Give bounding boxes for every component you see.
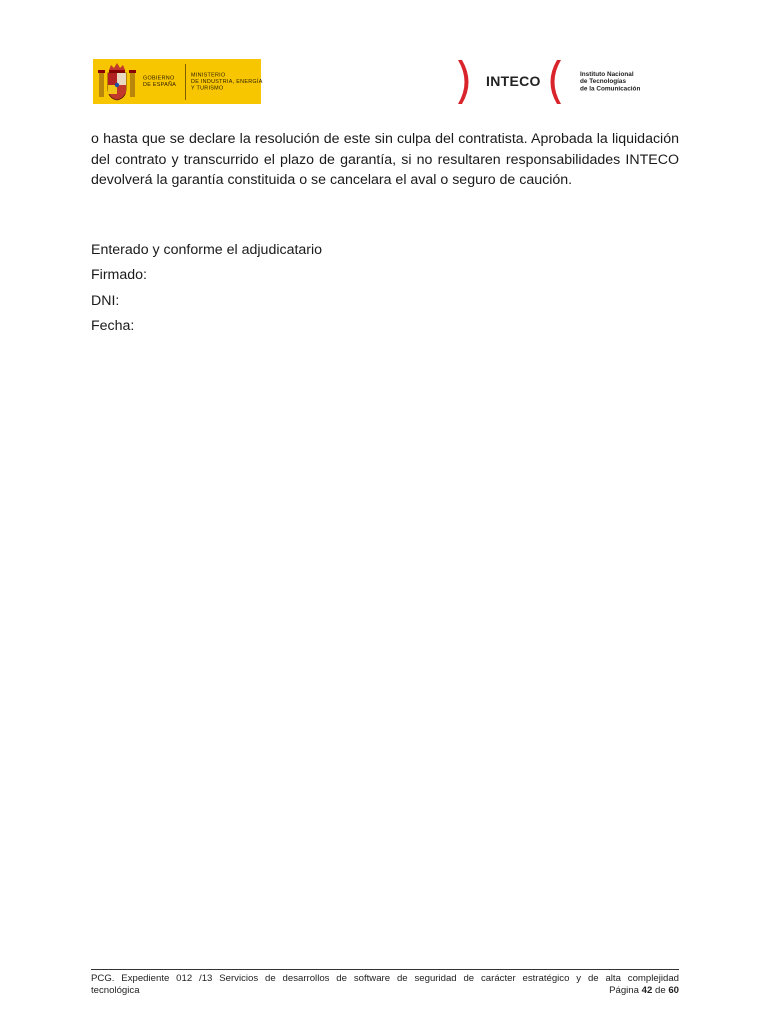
coat-of-arms-icon <box>97 61 137 102</box>
ministry-text <box>191 71 261 93</box>
page-number <box>609 985 679 997</box>
svg-text:Y TURISMO: Y TURISMO <box>191 85 224 91</box>
date-field-label: Fecha: <box>91 318 135 335</box>
inteco-wordmark <box>486 72 542 94</box>
signed-field-label: Firmado: <box>91 267 147 284</box>
svg-text:Instituto Nacional: Instituto Nacional <box>580 71 634 78</box>
footer-description: PCG. Expediente 012 /13 Servicios de desarrollos de software de seguridad de carácter estratégico y de alta complejidad <box>91 973 679 984</box>
footer-description-continued: tecnológica <box>91 985 140 996</box>
gobierno-espana-logo <box>93 59 261 104</box>
acceptance-line: Enterado y conforme el adjudicatario <box>91 242 323 258</box>
svg-text:de Tecnologías: de Tecnologías <box>580 78 627 86</box>
page-footer <box>91 969 679 997</box>
svg-text:de la Comunicación: de la Comunicación <box>580 85 641 93</box>
svg-text:MINISTERIO: MINISTERIO <box>191 72 226 78</box>
svg-text:GOBIERNO: GOBIERNO <box>143 75 175 81</box>
page-current: 42 <box>641 985 653 996</box>
inteco-institution-text <box>580 70 660 96</box>
inteco-logo <box>455 58 655 106</box>
inteco-right-bracket-icon <box>548 58 564 106</box>
dni-field-label: DNI: <box>91 292 120 309</box>
svg-text:INTECO: INTECO <box>486 73 541 89</box>
body-paragraph: o hasta que se declare la resolución de este sin culpa del contratista. Aprobada la liquidación del contrato y transcurrido el plazo de garantía, si no resultaren responsabilidades INTECO devolverá la garantía constituida o se cancelara el aval o seguro de caución. <box>91 131 679 189</box>
page-total: 60 <box>668 985 679 996</box>
signature-block <box>91 238 679 340</box>
gobierno-text <box>143 74 183 90</box>
svg-text:DE INDUSTRIA, ENERGÍA: DE INDUSTRIA, ENERGÍA <box>191 78 263 85</box>
footer-second-line <box>91 985 679 997</box>
logo-divider <box>185 64 186 100</box>
svg-text:DE ESPAÑA: DE ESPAÑA <box>143 81 177 88</box>
page-prefix: Página <box>609 985 639 996</box>
page-separator: de <box>654 985 666 996</box>
inteco-left-bracket-icon <box>455 58 471 106</box>
